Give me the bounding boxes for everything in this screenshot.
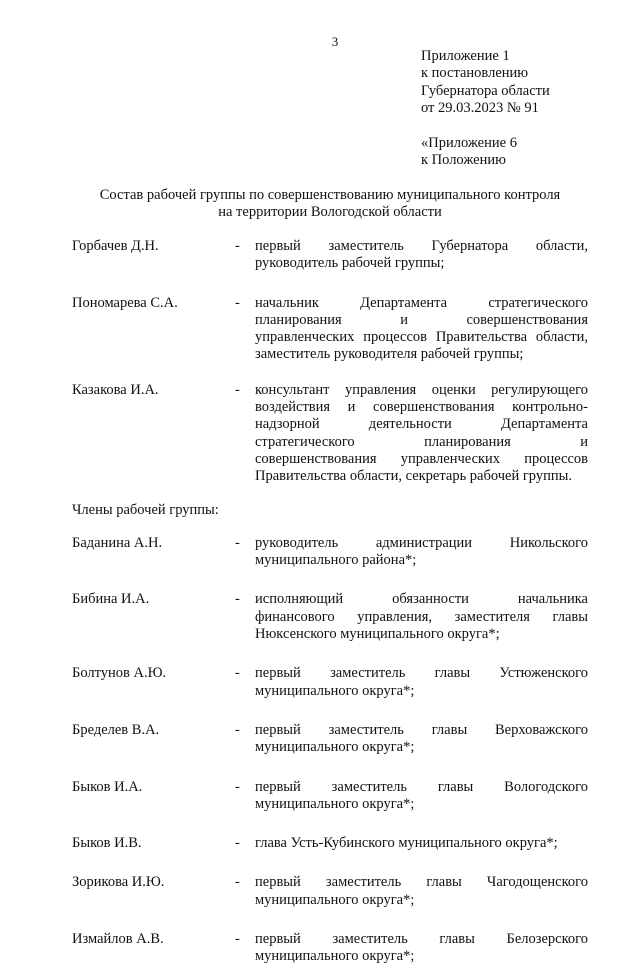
member-name: Горбачев Д.Н. (72, 238, 159, 254)
member-role-line: первый заместитель главы Вологодского (255, 778, 588, 795)
member-role-line: исполняющий обязанности начальника (255, 591, 588, 608)
appendix-line: к постановлению (421, 65, 529, 82)
member-role-line: Правительства области, секретарь рабочей группы. (255, 468, 573, 485)
dash-separator: - (235, 931, 240, 948)
dash-separator: - (235, 381, 240, 398)
member-role-line: муниципального округа*; (255, 891, 415, 908)
member-role (255, 535, 588, 570)
dash-separator: - (235, 591, 240, 608)
member-name: Бибина И.А. (72, 591, 150, 608)
member-role-line: муниципального округа*; (255, 795, 415, 812)
member-role-line: Нюксенского муниципального округа*; (255, 626, 500, 643)
dash-separator: - (235, 294, 240, 311)
member-role-line: воздействия и совершенствования контрольно- (255, 399, 588, 416)
page-number: 3 (331, 34, 339, 49)
dash-separator: - (235, 534, 240, 551)
dash-separator: - (235, 778, 240, 795)
member-name: Баданина А.Н. (72, 534, 163, 551)
appendix-reference-line: к Положению (421, 152, 506, 169)
member-row (72, 295, 588, 364)
member-name: Болтунов А.Ю. (72, 665, 167, 682)
member-role-line: первый заместитель Губернатора области, (255, 238, 588, 254)
member-row (72, 722, 588, 757)
member-role-line: первый заместитель главы Устюженского (255, 665, 588, 682)
member-role-line: муниципального района*; (255, 552, 417, 569)
dash-separator: - (235, 721, 240, 738)
member-name: Бределев В.А. (72, 721, 160, 738)
member-row (72, 931, 588, 966)
dash-separator: - (235, 874, 240, 891)
member-role-line: финансового управления, заместителя главы (255, 608, 588, 625)
member-name: Казакова И.А. (72, 381, 159, 398)
member-role (255, 665, 588, 700)
member-role (255, 931, 588, 966)
member-role (255, 779, 588, 814)
member-role-line: муниципального округа*; (255, 739, 415, 756)
document-title (60, 187, 600, 222)
member-role-line: руководитель администрации Никольского (255, 534, 588, 551)
member-name: Зорикова И.Ю. (72, 874, 165, 891)
title-line: Состав рабочей группы по совершенствованию муниципального контроля (99, 187, 561, 203)
member-role-line: первый заместитель главы Чагодощенского (255, 874, 588, 891)
member-row (72, 535, 588, 570)
member-role (255, 722, 588, 757)
member-role-line: управленческих процессов Правительства области, (255, 329, 588, 346)
member-name: Быков И.В. (72, 835, 142, 852)
appendix-heading (421, 48, 621, 117)
member-row (72, 665, 588, 700)
member-row (72, 779, 588, 814)
members-list (72, 238, 588, 966)
member-role-line: муниципального округа*; (255, 682, 415, 699)
member-role (255, 591, 588, 643)
member-role (255, 295, 588, 364)
appendix-reference (421, 135, 621, 170)
member-row (72, 382, 588, 486)
member-row (72, 835, 588, 852)
member-row (72, 238, 588, 273)
member-role (255, 238, 588, 273)
member-role (255, 835, 588, 852)
member-role (255, 382, 588, 486)
appendix-reference-line: «Приложение 6 (421, 135, 517, 151)
member-role-line: первый заместитель главы Верховажского (255, 721, 588, 738)
members-section-header: Члены рабочей группы: (72, 501, 219, 518)
member-role-line: муниципального округа*; (255, 948, 415, 965)
member-role-line: начальник Департамента стратегического (255, 294, 588, 311)
member-role-line: совершенствования управленческих процессов (255, 450, 588, 467)
appendix-line: Приложение 1 (421, 48, 510, 64)
dash-separator: - (235, 835, 240, 852)
member-role (255, 874, 588, 909)
member-role-line: планирования и совершенствования (255, 311, 588, 328)
dash-separator: - (235, 238, 240, 254)
member-row (72, 591, 588, 643)
member-role-line: консультант управления оценки регулирующего (255, 381, 588, 398)
member-row (72, 874, 588, 909)
member-role-line: глава Усть-Кубинского муниципального округа*; (255, 835, 558, 852)
member-name: Быков И.А. (72, 778, 143, 795)
member-name: Пономарева С.А. (72, 294, 178, 311)
member-role-line: первый заместитель главы Белозерского (255, 931, 588, 948)
title-line: на территории Вологодской области (218, 204, 442, 221)
member-role-line: надзорной деятельности Департамента (255, 416, 588, 433)
appendix-line: Губернатора области (421, 82, 550, 99)
member-name: Измайлов А.В. (72, 931, 164, 948)
appendix-line: от 29.03.2023 № 91 (421, 99, 539, 116)
member-role-line: заместитель руководителя рабочей группы; (255, 346, 524, 363)
member-role-line: стратегического планирования и (255, 433, 588, 450)
dash-separator: - (235, 665, 240, 682)
member-role-line: руководитель рабочей группы; (255, 255, 445, 272)
